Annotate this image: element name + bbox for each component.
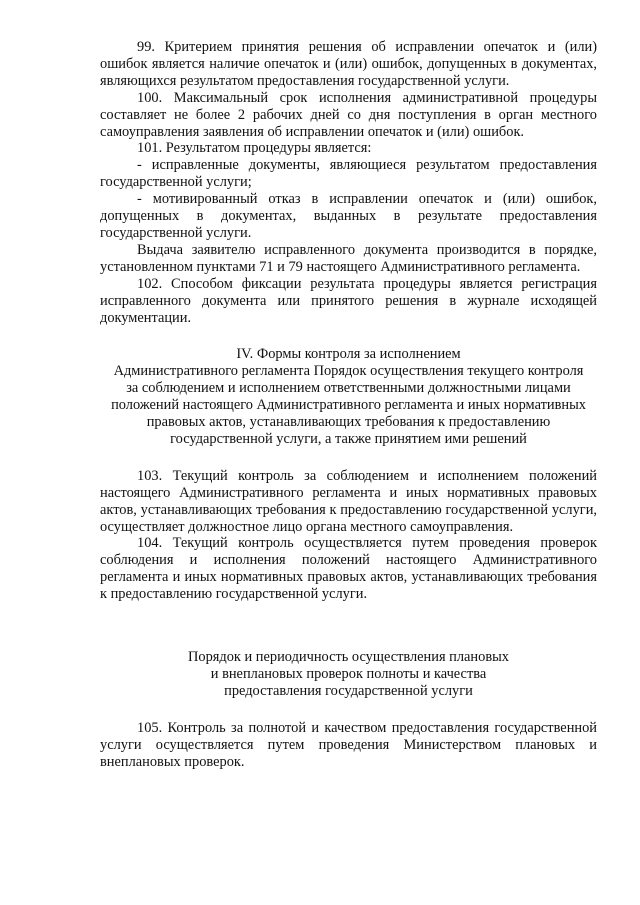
heading-line: положений настоящего Административного регламента и иных нормативных <box>111 397 586 414</box>
paragraph-104: 104. Текущий контроль осуществляется путем проведения проверок соблюдения и исполнения положений настоящего Административного регламента и иных нормативных правовых актов, устанавливающих требования к предоставлению государственной услуги. <box>100 535 597 603</box>
paragraph-105: 105. Контроль за полнотой и качеством предоставления государственной услуги осуществляется путем проведения Министерством плановых и внеплановых проверок. <box>100 719 597 770</box>
paragraph-102: 102. Способом фиксации результата процедуры является регистрация исправленного документа или принятого решения в журнале исходящей документации. <box>100 275 597 326</box>
heading-line: правовых актов, устанавливающих требования к предоставлению <box>146 414 551 431</box>
paragraph-103: 103. Текущий контроль за соблюдением и исполнением положений настоящего Административного регламента и иных нормативных правовых актов, устанавливающих требования к предоставлению государственной услуги, осуществляет должностное лицо органа местного самоуправления. <box>100 467 597 535</box>
subheading-line: и внеплановых проверок полноты и качества <box>210 666 487 682</box>
subheading-line: предоставления государственной услуги <box>224 682 473 699</box>
heading-line: Административного регламента Порядок осуществления текущего контроля <box>113 363 584 380</box>
inspection-subheading <box>100 649 597 700</box>
paragraph-101: 101. Результатом процедуры является: <box>137 140 372 157</box>
section-iv-heading <box>100 346 597 447</box>
paragraph-issuance: Выдача заявителю исправленного документа производится в порядке, установленном пунктами 71 и 79 настоящего Административного регламента. <box>100 241 597 275</box>
heading-line: государственной услуги, а также принятием ими решений <box>170 430 527 447</box>
heading-line: за соблюдением и исполнением ответственными должностными лицами <box>126 380 571 397</box>
paragraph-99: 99. Критерием принятия решения об исправлении опечаток и (или) ошибок является наличие опечаток и (или) ошибок, допущенных в документах, являющихся результатом предоставления государственной услуги. <box>100 39 597 89</box>
document-page <box>100 39 597 771</box>
list-item-corrected-docs: - исправленные документы, являющиеся результатом предоставления государственной услуги; <box>100 157 597 191</box>
subheading-line: Порядок и периодичность осуществления плановых <box>188 649 509 666</box>
paragraph-100: 100. Максимальный срок исполнения административной процедуры составляет не более 2 рабочих дней со дня поступления в орган местного самоуправления заявления об исправлении опечаток и (или) ошибок. <box>100 89 597 140</box>
heading-line: IV. Формы контроля за исполнением <box>236 346 461 363</box>
list-item-refusal: - мотивированный отказ в исправлении опечаток и (или) ошибок, допущенных в документах, выданных в результате предоставления государственной услуги. <box>100 191 597 241</box>
